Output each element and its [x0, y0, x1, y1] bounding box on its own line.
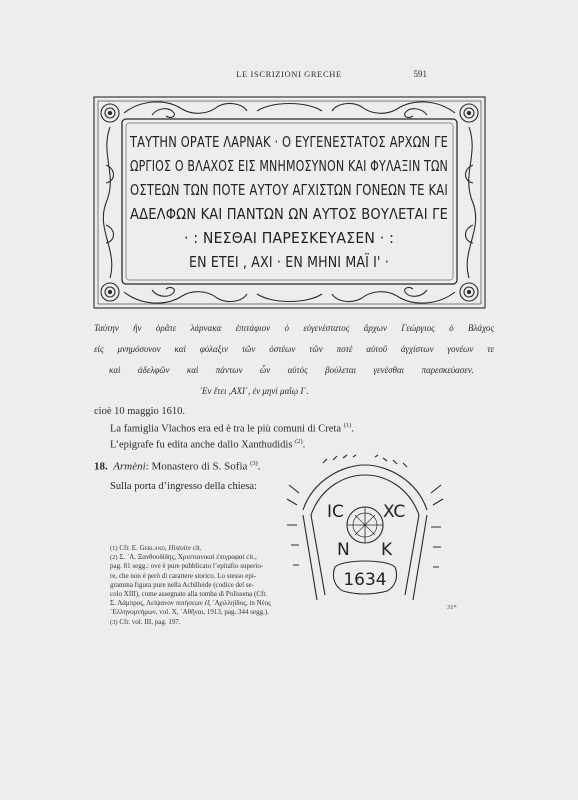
entry-place: Armèni — [113, 460, 146, 473]
label-year: 1634 — [343, 570, 387, 590]
entry-number: 18. — [94, 460, 108, 473]
inscription-line: ΕΝ ΕΤΕΙ , ΑΧΙ · ΕΝ ΜΗΝΙ ΜΑΪ Ι' · — [189, 253, 428, 271]
inscription-figure — [92, 95, 487, 310]
corner-rosette-br — [460, 283, 478, 301]
entry-description: Sulla porta d’ingresso della chiesa: — [110, 481, 257, 492]
body-text: L’epigrafe fu edita anche dallo Xanthudidis — [110, 439, 293, 451]
inscription-line: ΑΔΕΛΦΩΝ ΚΑΙ ΠΑΝΤΩΝ ΩΝ ΑΥΤΟΣ ΒΟΥΛΕΤΑΙ ΓΕ — [130, 205, 448, 223]
doorway-jamb-right — [405, 515, 419, 595]
footnote-2-cont: colo XIII), come assegnato alla tomba di Polissena (Cfr. — [110, 590, 268, 599]
scroll-bottom-right — [332, 292, 455, 303]
doorway-figure — [283, 455, 448, 603]
scroll-top-left — [124, 102, 247, 113]
label-k: K — [381, 540, 393, 560]
greek-transcription — [94, 318, 494, 402]
page-number: 591 — [413, 69, 427, 79]
transcription-line: Ταύτην ἣν ὁρᾶτε λάρνακα ἐπιτάφιον ὁ εὐγενέστατος ἄρχων Γεώργιος ὁ Βλάχος — [94, 323, 494, 333]
date-translation: cioè 10 maggio 1610. — [94, 406, 185, 417]
footnote-2: (2) Σ. ᾽Α. Ξανθουδίδης, Χριστιανικαὶ ἐπιγραφαί cit., — [110, 553, 257, 562]
scroll-left — [103, 127, 111, 278]
footnote-3: (3) Cfr. vol. III, pag. 197. — [110, 617, 181, 626]
outer-frame — [94, 97, 485, 308]
body-paragraph: La famiglia Vlachos era ed è tra le più comuni di Creta $^{(1)}$. — [110, 422, 354, 435]
body-text: La famiglia Vlachos era ed è tra le più comuni di Creta — [110, 423, 342, 435]
entry-heading: 18. Armèni: Monastero di S. Sofia $^{(3)}$. — [94, 460, 261, 473]
scroll-bottom-left — [124, 292, 247, 303]
scroll-top-right — [332, 102, 455, 113]
page-header — [0, 69, 578, 83]
doorway-arch — [303, 465, 427, 510]
label-xc: XC — [383, 502, 406, 522]
outer-frame-inner — [98, 101, 481, 304]
footnotes — [110, 544, 280, 627]
transcription-line: καὶ ἀδελφῶν καὶ πάντων ὧν αὐτὸς βούλεται γενέσθαι παρεσκεύασεν. — [109, 365, 474, 375]
footnote-2-cont: gramma figura pure nella Achilleide (codice del se- — [110, 580, 255, 589]
footnote-2-cont: Σ. Λάμπρος, Λείψανον ποιήσεων ἐξ ᾽Αχιλληΐδος, in Νέος — [110, 599, 271, 608]
transcription-line: εἰς μνημόσυνον καὶ φύλαξιν τῶν ὀστέων τῶν ποτὲ αὐτοῦ ἀγχίστων γονέων τε — [94, 344, 494, 354]
inscription-line: · : ΝΕΣΘΑΙ ΠΑΡΕΣΚΕΥΑΣΕΝ · : — [184, 229, 394, 247]
inscription-drawing — [92, 95, 487, 310]
inscription-line: ΩΡΓΙΟΣ Ο ΒΛΑΧΟΣ ΕΙΣ ΜΝΗΜΟΣΥΝΟΝ ΚΑΙ ΦΥΛΑΞΙΝ ΤΩΝ — [130, 157, 448, 175]
doorway-jamb-left — [311, 515, 325, 595]
corner-rosette-bl — [101, 283, 119, 301]
inscription-line: ΟΣΤΕΩΝ ΤΩΝ ΠΟΤΕ ΑΥΤΟΥ ΑΓΧΙΣΤΩΝ ΓΟΝΕΩΝ ΤΕ ΚΑΙ — [130, 181, 448, 199]
figure-number: 31* — [447, 604, 457, 611]
scroll-right — [467, 127, 475, 278]
corner-rosette-tr — [460, 104, 478, 122]
label-ic: IC — [327, 502, 344, 522]
footnote-2-cont: pag. 81 segg.: ove è pure pubblicato l’epitafio superio- — [110, 562, 264, 571]
footnote-2-cont: ῾Ελληνομνήμων, vol. X, ᾽Αθῆναι, 1913, pag. 344 segg.). — [110, 608, 269, 617]
corner-rosette-tl — [101, 104, 119, 122]
entry-text: : Monastero di S. Sofia — [145, 460, 248, 473]
footnote-2-cont: re, che non è però di carattere storico. Lo stesso epi- — [110, 571, 257, 580]
footnote-ref[interactable]: (1) — [343, 422, 352, 429]
running-title: LE ISCRIZIONI GRECHE — [236, 69, 342, 79]
footnote-ref[interactable]: (3) — [250, 460, 258, 467]
footnote-ref[interactable]: (2) — [295, 438, 303, 445]
footnote-1: (1) Cfr. E. Gerland, Histoire cit. — [110, 544, 202, 552]
transcription-line: ᾽Εν ἔτει ,ΑΧΙ΄, ἐν μηνὶ μαΐῳ Ι΄. — [199, 386, 309, 396]
doorway-drawing — [283, 455, 448, 603]
body-paragraph: L’epigrafe fu edita anche dallo Xanthudidis $^{(2)}$. — [110, 438, 306, 451]
label-n: N — [337, 540, 350, 560]
inscription-line: ΤΑΥΤΗΝ ΟΡΑΤΕ ΛΑΡΝΑΚ · Ο ΕΥΓΕΝΕΣΤΑΤΟΣ ΑΡΧΩΝ ΓΕ — [129, 133, 448, 151]
